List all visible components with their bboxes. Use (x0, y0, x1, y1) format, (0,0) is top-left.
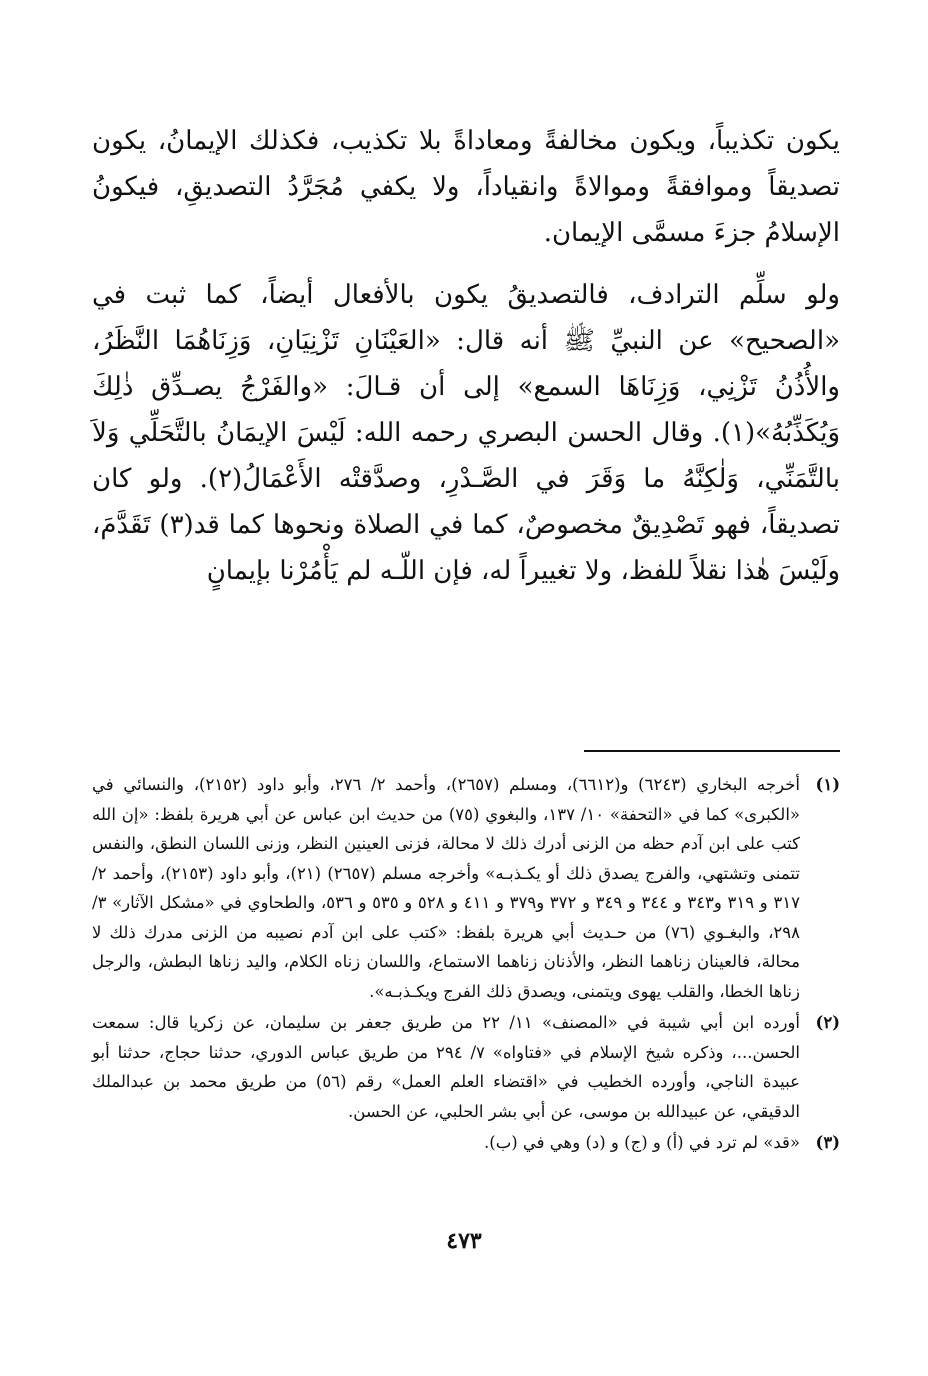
footnote (92, 770, 840, 1006)
page-number: ٤٧٣ (446, 1228, 482, 1254)
footnote-text: أخرجه البخاري (٦٢٤٣) و(٦٦١٢)، ومسلم (٢٦٥٧)، وأحمد ٢/ ٢٧٦، وأبو داود (٢١٥٢)، والنسائي في «الكبرى» كما في «التحفة» ١٠/ ١٣٧، والبغوي (٧٥) من حديث ابن عباس عن أبي هريرة بلفظ: «إن الله كتب على ابن آدم حظه من الزنى أدرك ذلك لا محالة، فزنى العينين النظر، وزنى اللسان النطق، والنفس تتمنى وتشتهي، والفرج يصدق ذلك أو يكـذبـه» وأخرجه مسلم (٢٦٥٧) (٢١)، وأبو داود (٢١٥٣)، وأحمد ٢/ ٣١٧ و ٣١٩ و٣٤٣ و ٣٤٤ و ٣٤٩ و ٣٧٢ و٣٧٩ و ٤١١ و ٥٢٨ و ٥٣٥ و ٥٣٦، والطحاوي في «مشكل الآثار» ٣/ ٢٩٨، والبغـوي (٧٦) من حـديث أبي هريرة بلفظ: «كتب على ابن آدم نصيبه من الزنى مدرك ذلك لا محالة، فالعينان زناهما النظر، والأذنان زناهما الاستماع، واللسان زناه الكلام، واليد زناها البطش، والرجل زناها الخطا، والقلب يهوى ويتمنى، ويصدق ذلك الفرج ويكـذبـه». (92, 775, 800, 1001)
footnote-divider (584, 750, 840, 752)
book-page (92, 118, 840, 1152)
footnote-text: أورده ابن أبي شيبة في «المصنف» ١١/ ٢٢ من طريق جعفر بن سليمان، عن زكريا قال: سمعت الحسن...، وذكره شيخ الإسلام في «فتاواه» ٧/ ٢٩٤ من طريق عباس الدوري، حدثنا حجاج، حدثنا أبو عبيدة الناجي، وأورده الخطيب في «اقتضاء العلم العمل» رقم (٥٦) من طريق محمد بن عبدالملك الدقيقي، عن عبيدالله بن موسى، عن أبي بشر الحلبي، عن الحسن. (92, 1013, 800, 1121)
main-text (92, 118, 840, 594)
paragraph: ولو سلِّم الترادف، فالتصديقُ يكون بالأفعال أيضاً، كما ثبت في «الصحيح» عن النبيِّ ﷺ أنه قال: «العَيْنَانِ تَزْنِيَانِ، وَزِنَاهُمَا النَّظَرُ، والأُذُنُ تَزْنِي، وَزِنَاهَا السمع» إلى أن قـالَ: «والفَرْجُ يصـدِّق ذٰلِكَ وَيُكَذِّبُهُ»(١). وقال الحسن البصري رحمه الله: لَيْسَ الإيمَانُ بالتَّحَلِّي وَلاَ بالتَّمَنِّي، وَلٰكِنَّهُ ما وَقَرَ في الصَّـدْرِ، وصدَّقتْه الأَعْمَالُ(٢). ولو كان تصديقاً، فهو تَصْدِيقٌ مخصوصٌ، كما في الصلاة ونحوها كما قد(٣) تَقَدَّمَ، ولَيْسَ هٰذا نقلاً للفظ، ولا تغييراً له، فإن اللّـه لم يَأْمُرْنا بإيمانٍ (92, 280, 840, 586)
footnotes (92, 770, 840, 1160)
footnote-text: «قد» لم ترد في (أ) و (ج) و (د) وهي في (ب). (484, 1133, 800, 1152)
footnote (92, 1128, 840, 1158)
footnote-number: (٣) (815, 1133, 840, 1152)
footnote (92, 1008, 840, 1126)
footnote-number: (١) (815, 775, 840, 794)
paragraph: يكون تكذيباً، ويكون مخالفةً ومعاداةً بلا تكذيب، فكذلك الإيمانُ، يكون تصديقاً وموافقةً وموالاةً وانقياداً، ولا يكفي مُجَرَّدُ التصديقِ، فيكونُ الإسلامُ جزءَ مسمَّى الإيمان. (92, 126, 840, 248)
footnote-number: (٢) (815, 1013, 840, 1032)
